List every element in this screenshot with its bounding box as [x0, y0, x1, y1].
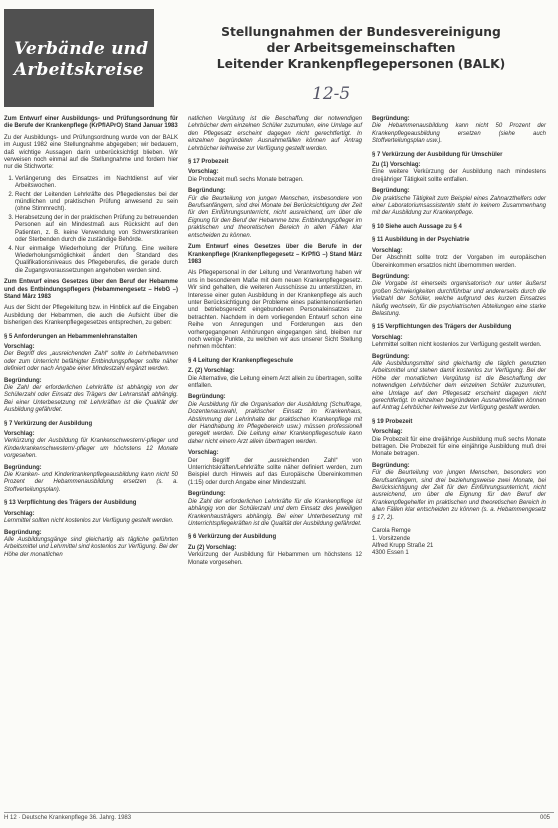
signature-city: 4300 Essen 1: [372, 550, 409, 557]
paragraph: Für die Beurteilung von jungen Menschen, insbesondere von Berufsanfängern, sind drei Monate bei Berücksichtigung der Zeit für den Einführungsunterricht, nicht ausreichend, um über die Eignung für den Beruf der Hebamme bzw. Entbindungspfleger im praktischen und theoretischen Bereich in allen Fällen klar entscheiden zu können.: [188, 195, 362, 239]
paragraph-heading: § 10 Siehe auch Aussage zu § 4: [372, 223, 462, 230]
banner-line-1: Verbände und: [14, 39, 149, 59]
banner-line-2: Arbeitskreise: [14, 60, 144, 80]
paragraph: Als Pflegepersonal in der Leitung und Verantwortung haben wir uns in besonderem Maße mit dem neuen Krankenpflegegesetz. Wir sind gehalten, die weiteren Ausschüsse zu unterstützen, im Interesse einer guten Ausbildung in der Krankenpflege als auch unter Berücksichtigung der Probleme eines patientenorientierten und betriebsgerecht eingebundenen Personaleinsatzes zu betrachten. Nachdem in dem vorliegenden Entwurf schon eine Reihe von Anregungen und Forderungen aus den vorhergegangenen Anhörungen eingegangen sind, bleiben nur noch wenige Punkte, zu welchen wir aus unserer Sicht Stellung nehmen möchten:: [188, 270, 362, 351]
paragraph-heading: § 6 Verkürzung der Ausbildung: [188, 534, 277, 541]
label-vorschlag: Vorschlag:: [188, 450, 219, 457]
page-number: 005: [539, 815, 550, 821]
section-heading: Zum Entwurf eines Gesetzes über den Beruf der Hebamme und des Entbindungspflegers (Hebammengesetz – HebG –) Stand März 1983: [4, 279, 178, 300]
label-begruendung: Begründung:: [372, 116, 410, 122]
numbered-list: [4, 176, 178, 275]
footer-source: H 12 · Deutsche Krankenpflege 36. Jahrg. 1983: [4, 815, 132, 821]
paragraph-heading: § 11 Ausbildung in der Psychiatrie: [372, 237, 470, 244]
label-begruendung: Begründung:: [372, 273, 410, 280]
paragraph: Der Begriff der „ausreichenden Zahl“ von Unterrichtskräften/Lehrkräfte sollte näher definiert werden, zum Beispiel durch Hinweis auf das Europäische Übereinkommen (1:15) oder durch Angabe einer Mindestzahl.: [188, 457, 362, 486]
page-footer: [4, 812, 554, 823]
label-vorschlag: Zu (1) Vorschlag:: [372, 162, 421, 169]
label-vorschlag: Vorschlag:: [4, 343, 35, 350]
paragraph: Der Abschnitt sollte trotz der Vorgaben im europäischen Übereinkommen ersatzlos nicht übernommen werden.: [372, 255, 546, 269]
section-heading: Zum Entwurf eines Gesetzes über die Berufe in der Krankenpflege (Krankenpflegegesetz – KrPflG –) Stand März 1983: [188, 244, 362, 265]
list-item: 1. Verlängerung des Einsatzes im Nachtdienst auf vier Arbeitswochen.: [15, 176, 178, 191]
paragraph-heading: § 7 Verkürzung der Ausbildung für Umschüler: [372, 151, 503, 158]
paragraph: Lehrmittel sollten nicht kostenlos zur Verfügung gestellt werden.: [372, 342, 542, 349]
signature-street: Alfred Krupp Straße 21: [372, 542, 434, 549]
title-line-1: Stellungnahmen der Bundesvereinigung: [221, 25, 501, 39]
paragraph: Alle Ausbildungsgänge sind gleichartig als tägliche geführten Arbeitsmittel und Lehrmittel sind kostenlos zur Verfügung. Bei der Höhe der monatlichen: [4, 536, 178, 558]
paragraph-heading: § 15 Verpflichtungen des Trägers der Ausbildung: [372, 324, 512, 331]
paragraph: Die Zahl der erforderlichen Lehrkräfte für die Krankenpflege ist abhängig von der Schülerzahl und dem Einsatz des jeweiligen Krankenhausträgers abhängig. Bei einer Unterbesetzung mit Unterrichtspflegekräften ist die Qualität der Ausbildung gefährdet.: [188, 498, 362, 527]
paragraph: Für die Beurteilung von jungen Menschen, besonders von Berufsanfängern, sind drei beziehungsweise zwei Monate, bei Berücksichtigung der Zeit für den Einführungsunterricht, nicht ausreichend, um über die Eignung für den Beruf der Krankenpflegehelfer im praktischen und theoretischen Bereich in allen Fällen klar entscheiden zu können (s. a. Hebammengesetz § 17, 2).: [372, 470, 546, 521]
label-vorschlag: Vorschlag:: [372, 429, 403, 436]
paragraph: Die praktische Tätigkeit zum Beispiel eines Zahnarzthelfers oder einer Laboratoriumsassistentin steht in keinem Zusammenhang mit der Ausbildung zur Krankenpflege.: [372, 195, 546, 217]
label-vorschlag: Vorschlag:: [4, 510, 35, 517]
label-begruendung: Begründung:: [372, 353, 410, 360]
list-item: 3. Herabsetzung der in der praktischen Prüfung zu betreuenden Personen auf ein Mindestmaß aus Rücksicht auf den Patienten, z. B. keine Verwendung von Schwerstkranken oder Sterbenden durch die zuständige Behörde.: [15, 215, 178, 245]
paragraph: Der Begriff des „ausreichenden Zahl“ sollte in Lehrhebammen oder zum Unterricht befähigter Entbindungspfleger sollte näher definiert oder nach Angabe einer Mindestzahl ergänzt werden.: [4, 351, 178, 373]
text-column-1: [4, 116, 178, 563]
label-begruendung: Begründung:: [4, 464, 42, 471]
section-banner: [4, 9, 154, 107]
article-title: [168, 24, 554, 72]
signature-role: 1. Vorsitzende: [372, 535, 411, 542]
paragraph: Verkürzung der Ausbildung für Krankenschwestern/-pfleger und Kinderkrankenschwestern/-pfleger um höchstens 12 Monate vorgesehen.: [4, 438, 178, 460]
paragraph-heading: § 17 Probezeit: [188, 159, 229, 166]
paragraph: Die Hebammenausbildung kann nicht 50 Prozent der Krankenpflegeausbildung ersetzen (siehe auch Stoffverteilungsplan usw.).: [372, 123, 546, 145]
paragraph-heading: § 4 Leitung der Krankenpflegeschule: [188, 357, 294, 364]
paragraph: Die Kranken- und Kinderkrankenpflegeausbildung kann nicht 50 Prozent der Hebammenausbildung ersetzen (s. a. Stoffverteilungsplan).: [4, 472, 178, 493]
paragraph: Die Vorgabe ist einerseits organisatorisch nur unter äußerst großen Schwierigkeiten durchführbar und andererseits durch die Vielzahl der Schüler, welche aufgrund des kurzen Einsatzes häufig wechseln, für die psychiatrischen Abteilungen eine starke Belastung.: [372, 281, 546, 317]
text-column-2: [188, 116, 362, 571]
label-begruendung: Begründung:: [188, 188, 226, 195]
paragraph: Die Probezeit für eine dreijährige Ausbildung muß sechs Monate betragen. Die Probezeit für eine einjährige Ausbildung muß drei Monate betragen.: [372, 436, 546, 458]
label-begruendung: Begründung:: [188, 491, 226, 498]
label-begruendung: Begründung:: [188, 394, 226, 401]
list-item: 2. Recht der Leitenden Lehrkräfte des Pflegedienstes bei der mündlichen und praktischen Prüfung anwesend zu sein (ohne Stimmrecht).: [15, 192, 178, 214]
section-heading: Zum Entwurf einer Ausbildungs- und Prüfungsordnung für die Berufe der Krankenpflege (KrPflAPrO) Stand Januar 1983: [4, 116, 178, 130]
label-vorschlag: Vorschlag:: [372, 334, 403, 341]
paragraph: Eine weitere Verkürzung der Ausbildung nach mindestens dreijähriger Tätigkeit sollte entfallen.: [372, 169, 546, 183]
title-line-2: der Arbeitsgemeinschaften: [266, 41, 456, 55]
handwritten-note: 12-5: [312, 84, 351, 104]
label-begruendung: Begründung:: [372, 188, 410, 195]
signature-block: [372, 528, 546, 558]
text-column-3: [372, 116, 546, 558]
label-vorschlag: Vorschlag:: [4, 431, 35, 438]
paragraph: Aus der Sicht der Pflegeleitung bzw. in Hinblick auf die Eingaben Ausbildung der Hebammen, die auch die Aufsicht über die bisherigen des Krankenpflegegesetzes entsprechen, zu geben:: [4, 305, 178, 327]
label-vorschlag: Zu (2) Vorschlag:: [188, 544, 237, 551]
paragraph: Verkürzung der Ausbildung für Hebammen um höchstens 12 Monate vorgesehen.: [188, 552, 362, 566]
paragraph-heading: § 5 Anforderungen an Hebammenlehranstalten: [4, 333, 138, 340]
paragraph-heading: § 13 Verpflichtung des Trägers der Ausbildung: [4, 500, 137, 507]
label-begruendung: Begründung:: [372, 462, 410, 469]
label-begruendung: Begründung:: [4, 377, 42, 384]
paragraph-heading: § 7 Verkürzung der Ausbildung: [4, 420, 93, 427]
paragraph: Lernmittel sollten nicht kostenlos zur Verfügung gestellt werden.: [4, 518, 174, 525]
paragraph: Die Probezeit muß sechs Monate betragen.: [188, 176, 304, 183]
signature-name: Carola Remge: [372, 528, 411, 535]
paragraph: Alle Ausbildungsmittel sind gleichartig die täglich genutzten Arbeitsmittel und stehen damit kostenlos zur Verfügung. Bei der Höhe der monatlichen Vergütung ist die Beschaffung der notwendigen Lehrbücher dem einzelnen Schüler zuzumuten, eine Umlage auf den Pflegesatz erscheint dagegen nicht gerechtfertigt. In einzelnen begründeten Ausnahmefällen können auf Antrag Lehrbücher leihweise zur Verfügung gestellt werden.: [372, 360, 546, 412]
paragraph: Zu der Ausbildungs- und Prüfungsordnung wurde von der BALK im August 1982 eine Stellungnahme abgegeben; wir bedauern, daß wichtige Aussagen darin unberücksichtigt blieben. Wir verweisen noch einmal auf die Stellungnahme und fordern hier nur die Stichworte:: [4, 134, 178, 171]
label-begruendung: Begründung:: [4, 529, 42, 536]
paragraph: Die Alternative, die Leitung einem Arzt allein zu übertragen, sollte entfallen.: [188, 375, 362, 389]
paragraph: natlichen Vergütung ist die Beschaffung der notwendigen Lehrbücher dem einzelnen Schüler zuzumuten, eine Umlage auf den Pflegesatz erscheint dagegen nicht gerechtfertigt. In einzelnen begründeten Ausnahmefällen können auf Antrag Lehrbücher leihweise zur Verfügung gestellt werden.: [188, 116, 362, 152]
list-item: 4. Nur einmalige Wiederholung der Prüfung. Eine weitere Wiederholungsmöglichkeit ändert den Standard des Qualifikationsniveaus des Pflegeberufes, die gerade durch die Zugangsvoraussetzungen angehoben werden sind.: [15, 246, 178, 276]
label-vorschlag: Z. (2) Vorschlag:: [188, 368, 235, 375]
title-line-3: Leitender Krankenpflegepersonen (BALK): [216, 57, 506, 71]
paragraph: Die Zahl der erforderlichen Lehrkräfte ist abhängig von der Schülerzahl oder Einsatz des Trägers der Lehranstalt abhängig. Bei einer Unterbesetzung mit Lehrkräften ist die Qualität der Ausbildung gefährdet.: [4, 385, 178, 414]
banner-title: [4, 9, 154, 81]
paragraph-heading: § 19 Probezeit: [372, 418, 413, 425]
label-vorschlag: Vorschlag:: [188, 169, 219, 176]
label-vorschlag: Vorschlag:: [372, 247, 403, 254]
paragraph: Die Ausbildung für die Organisation der Ausbildung (Schulfrage, Dozentenauswahl, praktischer Einsatz im Krankenhaus, Abstimmung der Lehrinhalte der praktischen Krankenpflege mit der Handhabung im Pflegebereich usw.) müssen professionell geregelt werden. Die Leitung einer Krankenpflegeschule kann daher nicht einem Arzt allein übertragen werden.: [188, 401, 362, 445]
